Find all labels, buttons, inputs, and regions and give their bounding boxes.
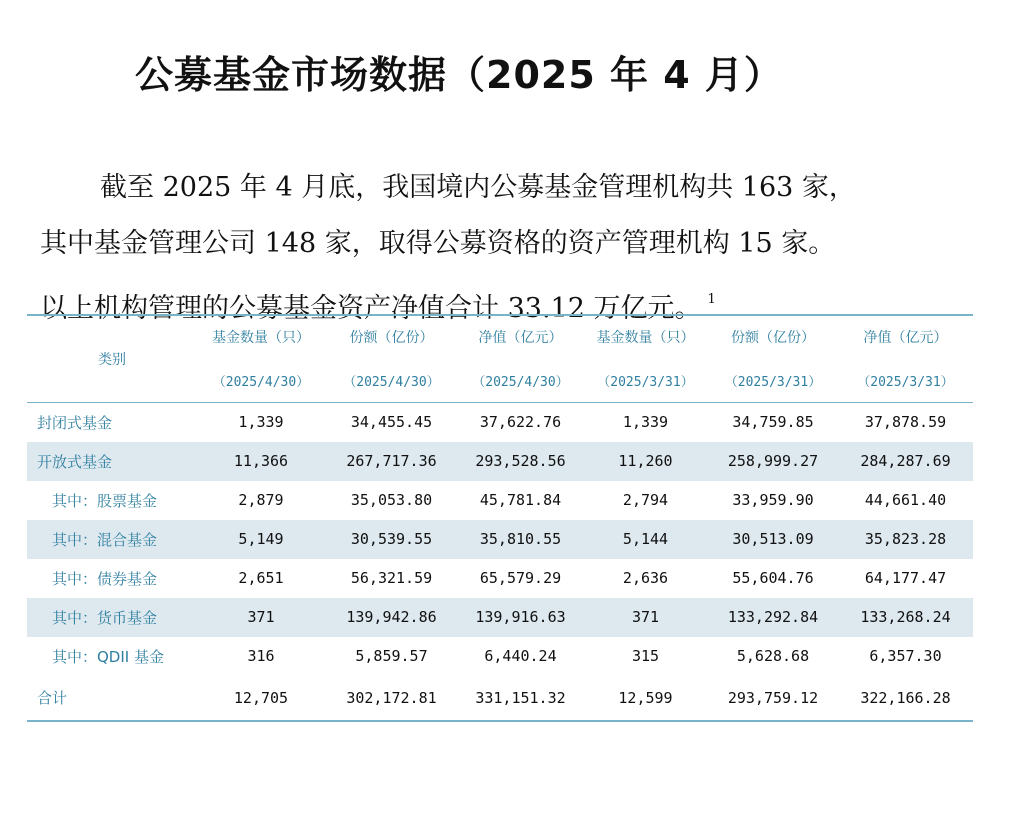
- table-cell: 331,151.32: [475, 688, 566, 707]
- table-cell: 2,636: [622, 569, 669, 587]
- table-cell: 37,878.59: [864, 413, 947, 432]
- table-cell: 322,166.28: [860, 688, 951, 707]
- table-cell: 6,357.30: [869, 647, 942, 665]
- col-header-date: （2025/3/31）: [857, 374, 954, 390]
- table-cell: 35,053.80: [350, 491, 433, 509]
- table-cell: 2,651: [238, 569, 284, 587]
- table-cell: 30,539.55: [325, 520, 458, 559]
- col-header-label: 份额（亿份）: [731, 330, 815, 346]
- row-label: 其中：股票基金: [52, 491, 158, 510]
- table-cell: 284,287.69: [838, 442, 973, 481]
- table-cell: 267,717.36: [325, 442, 458, 481]
- table-cell: 11,260: [583, 442, 708, 481]
- table-cell: 2,794: [622, 491, 669, 509]
- table-body: [27, 403, 973, 721]
- row-label: 其中：混合基金: [27, 520, 197, 559]
- table-cell: 37,622.76: [479, 413, 562, 432]
- table-cell: 44,661.40: [864, 491, 947, 509]
- paragraph-line-3-text: 以上机构管理的公募基金资产净值合计 33.12 万亿元。: [40, 293, 702, 324]
- table-cell: 5,859.57: [355, 647, 428, 665]
- col-header-date: （2025/3/31）: [597, 374, 694, 390]
- col-header-date: （2025/4/30）: [343, 374, 440, 390]
- table-cell: 1,339: [238, 413, 284, 432]
- table-cell: 11,366: [197, 442, 325, 481]
- table-cell: 64,177.47: [864, 569, 947, 587]
- table-cell: 33,959.90: [732, 491, 814, 509]
- table-row: [27, 403, 973, 442]
- table-row: [27, 520, 973, 559]
- table-cell: 30,513.09: [708, 520, 838, 559]
- summary-paragraph: [40, 160, 940, 328]
- col-header-label: 基金数量（只）: [596, 330, 695, 346]
- table-cell: 5,628.68: [736, 647, 810, 665]
- table-cell: 139,916.63: [458, 598, 583, 637]
- col-header-date: （2025/4/30）: [472, 374, 569, 390]
- row-label: 其中：债券基金: [52, 569, 158, 588]
- fund-data-table: [27, 314, 973, 722]
- table-cell: 2,879: [238, 491, 284, 509]
- footnote-marker: 1: [707, 292, 716, 307]
- table-cell: 12,599: [618, 688, 673, 707]
- col-header-label: 净值（亿元）: [863, 330, 948, 346]
- row-label: 其中：货币基金: [27, 598, 197, 637]
- table-cell: 56,321.59: [350, 569, 433, 587]
- table-cell: 1,339: [622, 413, 669, 432]
- table-cell: 315: [631, 647, 660, 665]
- row-label: 其中：QDII 基金: [52, 647, 164, 666]
- table-row: [27, 676, 973, 721]
- category-header: 类别: [98, 352, 126, 368]
- col-header-label: 份额（亿份）: [349, 330, 434, 346]
- table-row: [27, 442, 973, 481]
- table-cell: 293,759.12: [727, 688, 819, 707]
- table-row: [27, 559, 973, 598]
- paragraph-line-2: 其中基金管理公司 148 家，取得公募资格的资产管理机构 15 家。: [40, 228, 836, 259]
- col-header-date: （2025/3/31）: [724, 374, 822, 390]
- table-row: [27, 637, 973, 676]
- table-cell: 302,172.81: [346, 688, 437, 707]
- table-cell: 5,149: [197, 520, 325, 559]
- table-cell: 258,999.27: [708, 442, 838, 481]
- row-label: 合计: [37, 689, 68, 707]
- table-cell: 35,823.28: [838, 520, 973, 559]
- paragraph-line-1: 截至 2025 年 4 月底，我国境内公募基金管理机构共 163 家，: [100, 172, 856, 203]
- table-cell: 34,455.45: [350, 413, 433, 432]
- table-cell: 293,528.56: [458, 442, 583, 481]
- table-cell: 45,781.84: [479, 491, 562, 509]
- table-cell: 371: [583, 598, 708, 637]
- row-label: 封闭式基金: [37, 413, 113, 432]
- table-cell: 34,759.85: [732, 413, 814, 432]
- table-cell: 316: [247, 647, 275, 665]
- table-cell: 12,705: [233, 688, 289, 707]
- table-cell: 139,942.86: [325, 598, 458, 637]
- table-cell: 371: [197, 598, 325, 637]
- table-cell: 6,440.24: [484, 647, 557, 665]
- table-cell: 55,604.76: [732, 569, 814, 587]
- table-cell: 133,268.24: [838, 598, 973, 637]
- table-row: [27, 598, 973, 637]
- row-label: 开放式基金: [27, 442, 197, 481]
- table-cell: 65,579.29: [479, 569, 562, 587]
- table-cell: 133,292.84: [708, 598, 838, 637]
- col-header-date: （2025/4/30）: [212, 374, 310, 390]
- table-cell: 35,810.55: [458, 520, 583, 559]
- table-cell: 5,144: [583, 520, 708, 559]
- col-header-label: 基金数量（只）: [212, 330, 310, 346]
- table-row: [27, 481, 973, 520]
- page-title: 公募基金市场数据（2025 年 4 月）: [135, 53, 783, 97]
- col-header-label: 净值（亿元）: [478, 330, 563, 346]
